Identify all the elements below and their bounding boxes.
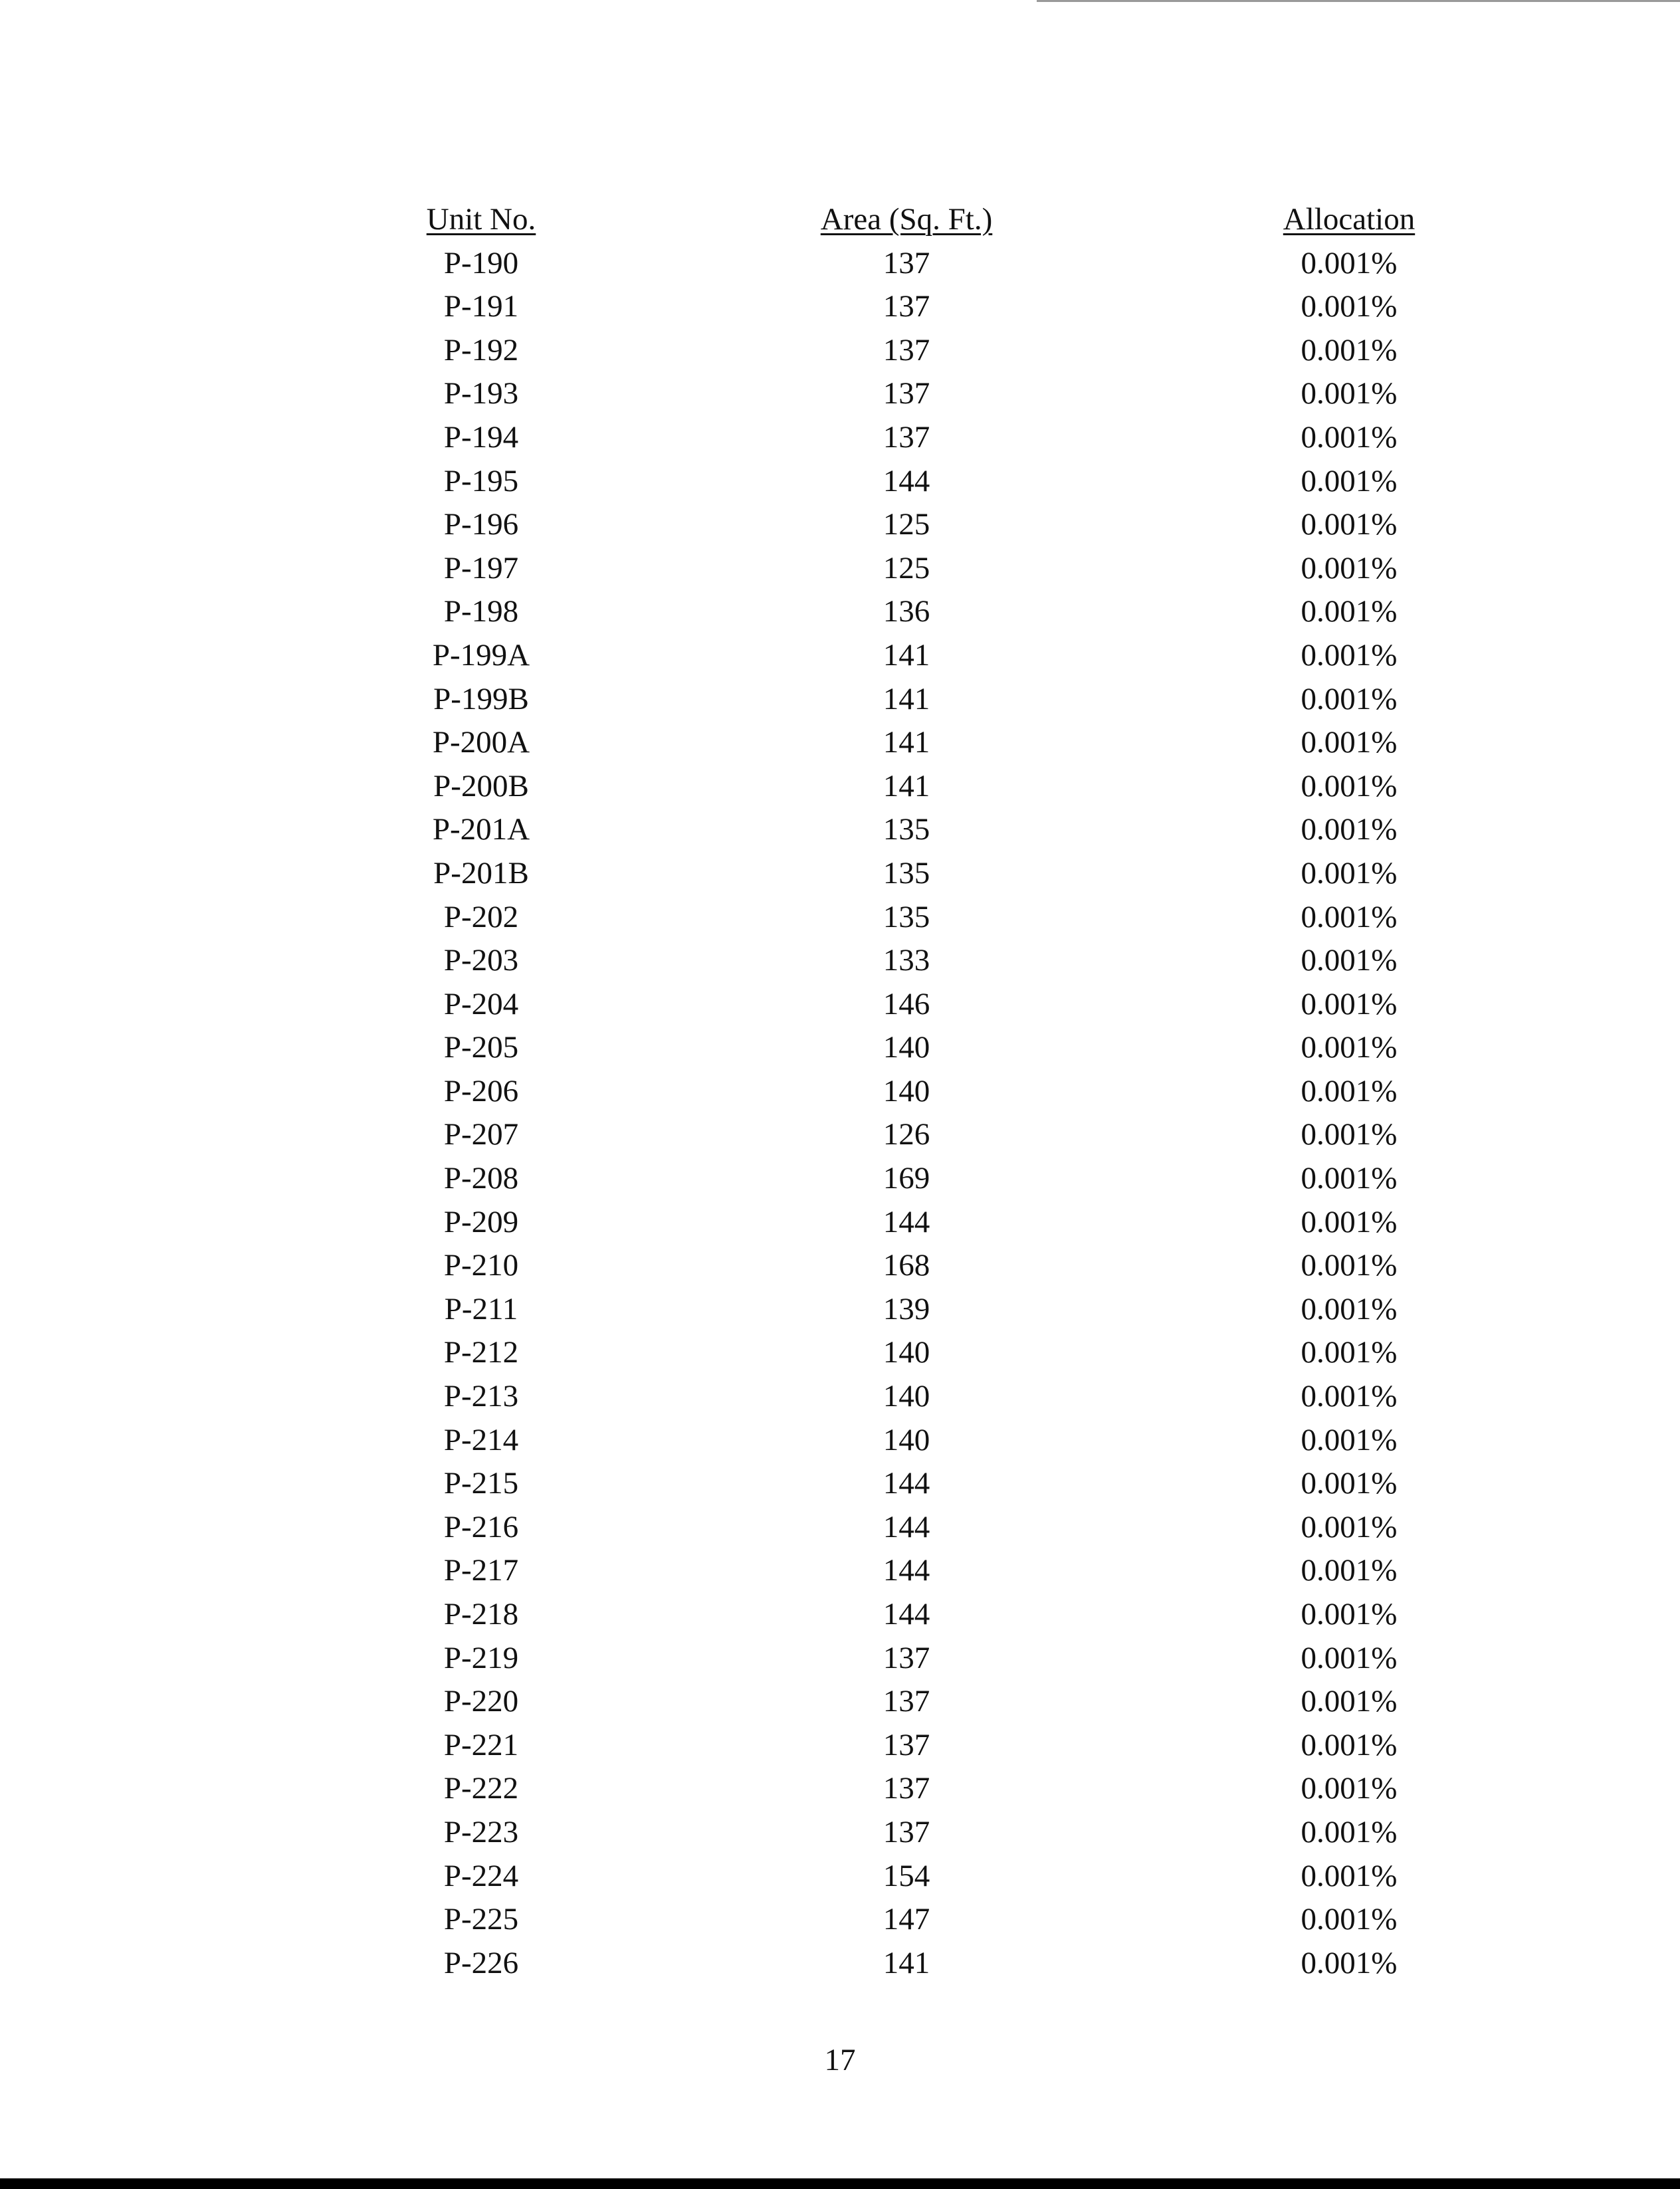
unit-no-cell: P-209 — [443, 1204, 519, 1239]
allocation-cell: 0.001% — [1301, 943, 1398, 978]
unit-no-cell: P-222 — [443, 1771, 519, 1806]
area-cell: 135 — [883, 812, 930, 847]
area-cell: 137 — [883, 245, 930, 280]
table-row — [0, 1026, 1680, 1070]
allocation-cell: 0.001% — [1301, 1727, 1398, 1762]
allocation-cell: 0.001% — [1301, 768, 1398, 803]
area-cell: 137 — [883, 332, 930, 367]
allocation-cell: 0.001% — [1301, 1422, 1398, 1457]
unit-no-cell: P-194 — [443, 419, 519, 455]
area-cell: 141 — [883, 1945, 930, 1980]
allocation-cell: 0.001% — [1301, 1248, 1398, 1283]
unit-no-cell: P-219 — [443, 1640, 519, 1675]
unit-no-cell: P-205 — [443, 1030, 519, 1065]
allocation-cell: 0.001% — [1301, 1858, 1398, 1893]
allocation-cell: 0.001% — [1301, 1073, 1398, 1108]
table-row — [0, 460, 1680, 504]
page-number: 17 — [824, 2043, 856, 2077]
table-row — [0, 1724, 1680, 1768]
allocation-cell: 0.001% — [1301, 376, 1398, 411]
area-cell: 144 — [883, 1466, 930, 1501]
table-row — [0, 242, 1680, 286]
allocation-cell: 0.001% — [1301, 289, 1398, 324]
area-cell: 137 — [883, 1814, 930, 1849]
unit-no-cell: P-206 — [443, 1073, 519, 1108]
allocation-cell: 0.001% — [1301, 1597, 1398, 1631]
allocation-cell: 0.001% — [1301, 1640, 1398, 1675]
unit-no-cell: P-210 — [443, 1248, 519, 1283]
unit-no-cell: P-223 — [443, 1814, 519, 1849]
unit-no-cell: P-197 — [443, 550, 519, 585]
table-row — [0, 590, 1680, 634]
allocation-cell: 0.001% — [1301, 1553, 1398, 1588]
unit-no-cell: P-199A — [432, 637, 530, 673]
area-cell: 140 — [883, 1379, 930, 1414]
unit-no-cell: P-221 — [443, 1727, 519, 1762]
allocation-cell: 0.001% — [1301, 1379, 1398, 1414]
allocation-cell: 0.001% — [1301, 1030, 1398, 1065]
table-row — [0, 765, 1680, 809]
unit-no-cell: P-198 — [443, 594, 519, 629]
unit-no-cell: P-208 — [443, 1161, 519, 1196]
unit-no-cell: P-225 — [443, 1902, 519, 1937]
allocation-cell: 0.001% — [1301, 1902, 1398, 1937]
area-cell: 136 — [883, 594, 930, 629]
unit-no-cell: P-214 — [443, 1422, 519, 1457]
scan-edge-bar — [0, 2178, 1680, 2189]
table-row — [0, 1070, 1680, 1114]
table-row — [0, 416, 1680, 460]
table-row — [0, 285, 1680, 329]
unit-no-cell: P-216 — [443, 1509, 519, 1544]
table-row — [0, 1942, 1680, 1986]
area-cell: 125 — [883, 507, 930, 542]
area-cell: 141 — [883, 768, 930, 803]
table-row — [0, 1898, 1680, 1942]
area-cell: 140 — [883, 1422, 930, 1457]
area-cell: 137 — [883, 1727, 930, 1762]
allocation-cell: 0.001% — [1301, 637, 1398, 673]
table-row — [0, 547, 1680, 591]
allocation-cell: 0.001% — [1301, 1117, 1398, 1152]
allocation-cell: 0.001% — [1301, 1161, 1398, 1196]
unit-no-cell: P-224 — [443, 1858, 519, 1893]
header-allocation: Allocation — [1283, 202, 1416, 237]
table-row — [0, 678, 1680, 722]
allocation-cell: 0.001% — [1301, 1509, 1398, 1544]
allocation-cell: 0.001% — [1301, 899, 1398, 934]
table-row — [0, 852, 1680, 896]
area-cell: 137 — [883, 376, 930, 411]
allocation-cell: 0.001% — [1301, 507, 1398, 542]
table-row — [0, 1113, 1680, 1157]
unit-no-cell: P-211 — [444, 1291, 518, 1326]
area-cell: 141 — [883, 637, 930, 673]
table-row — [0, 634, 1680, 678]
table-row — [0, 1462, 1680, 1506]
table-row — [0, 503, 1680, 547]
area-cell: 140 — [883, 1335, 930, 1370]
table-row — [0, 1549, 1680, 1593]
table-row — [0, 1637, 1680, 1681]
area-cell: 141 — [883, 681, 930, 716]
unit-no-cell: P-207 — [443, 1117, 519, 1152]
table-row — [0, 1201, 1680, 1245]
unit-no-cell: P-201B — [433, 855, 529, 890]
header-area: Area (Sq. Ft.) — [820, 202, 993, 237]
table-row — [0, 896, 1680, 940]
area-cell: 125 — [883, 550, 930, 585]
table-row — [0, 1767, 1680, 1811]
area-cell: 144 — [883, 1204, 930, 1239]
area-cell: 137 — [883, 1684, 930, 1719]
table-row — [0, 1331, 1680, 1375]
area-cell: 135 — [883, 899, 930, 934]
unit-no-cell: P-220 — [443, 1684, 519, 1719]
area-cell: 126 — [883, 1117, 930, 1152]
table-row — [0, 372, 1680, 416]
area-cell: 135 — [883, 855, 930, 890]
area-cell: 140 — [883, 1073, 930, 1108]
allocation-cell: 0.001% — [1301, 332, 1398, 367]
allocation-cell: 0.001% — [1301, 1466, 1398, 1501]
allocation-cell: 0.001% — [1301, 594, 1398, 629]
allocation-cell: 0.001% — [1301, 1684, 1398, 1719]
allocation-cell: 0.001% — [1301, 725, 1398, 760]
allocation-cell: 0.001% — [1301, 812, 1398, 847]
table-row — [0, 808, 1680, 852]
table-body — [0, 242, 1680, 1986]
allocation-cell: 0.001% — [1301, 419, 1398, 455]
area-cell: 141 — [883, 725, 930, 760]
unit-no-cell: P-195 — [443, 463, 519, 498]
area-cell: 137 — [883, 1640, 930, 1675]
scan-edge-line — [1037, 0, 1680, 2]
table-row — [0, 1288, 1680, 1332]
area-cell: 146 — [883, 986, 930, 1021]
area-cell: 154 — [883, 1858, 930, 1893]
allocation-cell: 0.001% — [1301, 245, 1398, 280]
unit-no-cell: P-213 — [443, 1379, 519, 1414]
table-header-row — [0, 198, 1680, 242]
unit-no-cell: P-200B — [433, 768, 529, 803]
table-row — [0, 1593, 1680, 1637]
area-cell: 144 — [883, 1509, 930, 1544]
unit-no-cell: P-192 — [443, 332, 519, 367]
unit-no-cell: P-203 — [443, 943, 519, 978]
unit-no-cell: P-191 — [443, 289, 519, 324]
unit-no-cell: P-196 — [443, 507, 519, 542]
unit-no-cell: P-218 — [443, 1597, 519, 1631]
table-row — [0, 1680, 1680, 1724]
unit-no-cell: P-190 — [443, 245, 519, 280]
table-row — [0, 1855, 1680, 1899]
allocation-cell: 0.001% — [1301, 681, 1398, 716]
area-cell: 140 — [883, 1030, 930, 1065]
header-unit-no: Unit No. — [426, 202, 536, 237]
area-cell: 147 — [883, 1902, 930, 1937]
allocation-cell: 0.001% — [1301, 550, 1398, 585]
area-cell: 139 — [883, 1291, 930, 1326]
unit-allocation-table — [0, 198, 1680, 1985]
area-cell: 133 — [883, 943, 930, 978]
table-row — [0, 1375, 1680, 1419]
table-row — [0, 329, 1680, 373]
table-row — [0, 939, 1680, 983]
area-cell: 137 — [883, 1771, 930, 1806]
table-row — [0, 721, 1680, 765]
table-row — [0, 1157, 1680, 1201]
allocation-cell: 0.001% — [1301, 1335, 1398, 1370]
allocation-cell: 0.001% — [1301, 1291, 1398, 1326]
unit-no-cell: P-215 — [443, 1466, 519, 1501]
area-cell: 169 — [883, 1161, 930, 1196]
allocation-cell: 0.001% — [1301, 1771, 1398, 1806]
table-row — [0, 1506, 1680, 1550]
allocation-cell: 0.001% — [1301, 1945, 1398, 1980]
unit-no-cell: P-201A — [432, 812, 530, 847]
table-row — [0, 1244, 1680, 1288]
unit-no-cell: P-226 — [443, 1945, 519, 1980]
area-cell: 137 — [883, 419, 930, 455]
area-cell: 144 — [883, 463, 930, 498]
unit-no-cell: P-217 — [443, 1553, 519, 1588]
area-cell: 144 — [883, 1553, 930, 1588]
unit-no-cell: P-199B — [433, 681, 529, 716]
allocation-cell: 0.001% — [1301, 855, 1398, 890]
table-row — [0, 1811, 1680, 1855]
allocation-cell: 0.001% — [1301, 1814, 1398, 1849]
table-row — [0, 1419, 1680, 1463]
table-row — [0, 983, 1680, 1027]
allocation-cell: 0.001% — [1301, 986, 1398, 1021]
allocation-cell: 0.001% — [1301, 463, 1398, 498]
unit-no-cell: P-200A — [432, 725, 530, 760]
unit-no-cell: P-202 — [443, 899, 519, 934]
area-cell: 144 — [883, 1597, 930, 1631]
unit-no-cell: P-193 — [443, 376, 519, 411]
allocation-cell: 0.001% — [1301, 1204, 1398, 1239]
area-cell: 168 — [883, 1248, 930, 1283]
unit-no-cell: P-212 — [443, 1335, 519, 1370]
unit-no-cell: P-204 — [443, 986, 519, 1021]
area-cell: 137 — [883, 289, 930, 324]
